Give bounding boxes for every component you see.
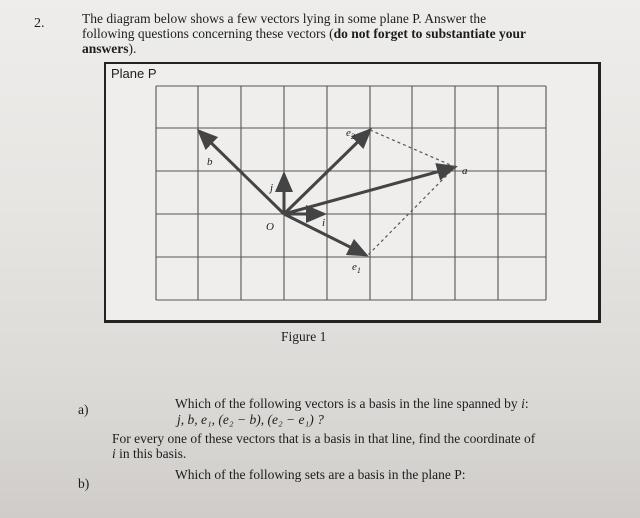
label-e2 <box>346 127 355 141</box>
intro-line-2 <box>82 26 562 41</box>
intro-line-2-plain: following questions concerning these vectors ( <box>82 26 334 41</box>
plane-label: Plane P <box>111 66 157 81</box>
intro-line-3-bold: answers <box>82 41 129 56</box>
question-number: 2. <box>34 16 45 31</box>
part-a-question-end: : <box>524 396 529 411</box>
part-b-label: b) <box>78 476 90 491</box>
vector-diagram <box>106 64 598 320</box>
label-e2-sub: 2 <box>350 132 355 141</box>
question-intro <box>82 11 562 56</box>
label-j: j <box>270 182 274 194</box>
part-a-question-text: Which of the following vectors is a basis in the line spanned by <box>175 396 522 411</box>
part-b-question: Which of the following sets are a basis in the plane P: <box>175 467 466 482</box>
figure-1-plane <box>104 62 601 323</box>
intro-line-3-plain: ). <box>128 41 137 56</box>
label-e1 <box>352 261 361 275</box>
part-a-coord-line-2 <box>112 446 592 461</box>
label-e1-base: e <box>352 261 357 273</box>
grid-lines <box>156 86 546 300</box>
figure-caption: Figure 1 <box>281 329 327 344</box>
intro-line-2-bold: do not forget to substantiate your <box>333 26 526 41</box>
label-e1-sub: 1 <box>356 266 361 275</box>
label-e2-base: e <box>346 127 351 139</box>
intro-line-1: The diagram below shows a few vectors lying in some plane P. Answer the <box>82 11 487 26</box>
part-a-coordinate-instruction <box>112 431 592 461</box>
label-o: O <box>266 221 274 233</box>
label-b: b <box>207 156 213 168</box>
part-a-vector-list: j, b, e₁, (e₂ − b), (e₂ − e₁) ? <box>177 412 324 427</box>
part-a-label: a) <box>78 402 89 417</box>
part-a-coord-var: i <box>112 446 116 461</box>
intro-line-3 <box>82 41 562 56</box>
label-i: i <box>322 217 326 229</box>
part-a-question <box>175 396 529 412</box>
part-a-question-var: i <box>521 396 525 411</box>
label-a: a <box>462 165 468 177</box>
part-a-coord-line-1: For every one of these vectors that is a basis in that line, find the coordinate of <box>112 431 536 446</box>
part-a-coord-rest: in this basis. <box>115 446 187 461</box>
